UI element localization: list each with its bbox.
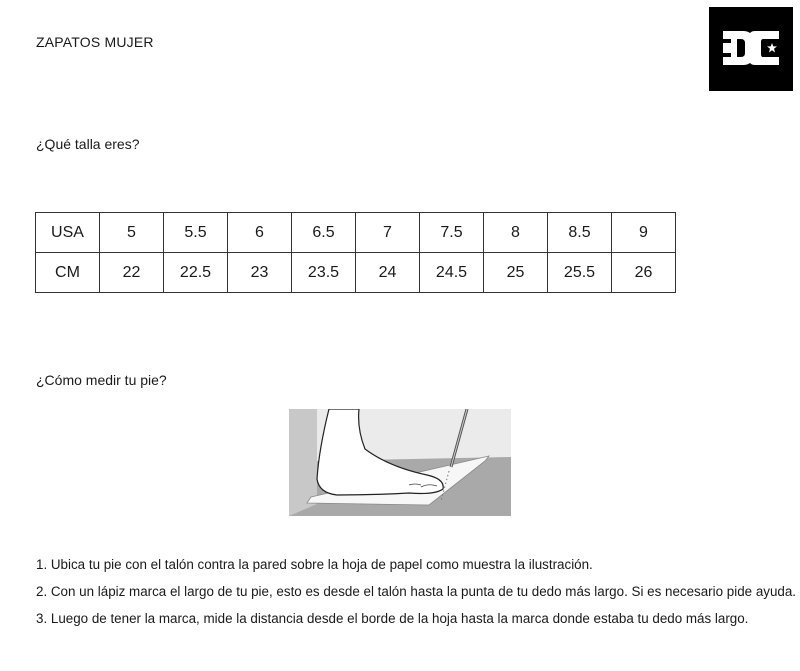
table-cell: 25 bbox=[484, 253, 548, 293]
table-cell: 7 bbox=[356, 213, 420, 253]
foot-measuring-illustration bbox=[289, 409, 511, 516]
table-cell: 26 bbox=[612, 253, 676, 293]
row-label-usa: USA bbox=[36, 213, 100, 253]
table-cell: 23 bbox=[228, 253, 292, 293]
page-title: ZAPATOS MUJER bbox=[36, 34, 154, 50]
size-conversion-table bbox=[35, 212, 676, 293]
instruction-step-2: 2. Con un lápiz marca el largo de tu pie, esto es desde el talón hasta la punta de tu dedo más largo. Si es necesario pide ayuda. bbox=[36, 584, 797, 599]
instruction-step-1: 1. Ubica tu pie con el talón contra la pared sobre la hoja de papel como muestra la ilustración. bbox=[36, 557, 593, 572]
table-cell: 24.5 bbox=[420, 253, 484, 293]
table-cell: 7.5 bbox=[420, 213, 484, 253]
table-cell: 6 bbox=[228, 213, 292, 253]
table-row-usa bbox=[36, 213, 676, 253]
table-cell: 24 bbox=[356, 253, 420, 293]
table-cell: 22 bbox=[100, 253, 164, 293]
table-cell: 9 bbox=[612, 213, 676, 253]
table-row-cm bbox=[36, 253, 676, 293]
table-cell: 6.5 bbox=[292, 213, 356, 253]
measurement-instructions bbox=[36, 556, 796, 637]
table-cell: 5.5 bbox=[164, 213, 228, 253]
table-cell: 23.5 bbox=[292, 253, 356, 293]
dc-brand-logo bbox=[709, 7, 793, 91]
size-section-heading: ¿Qué talla eres? bbox=[36, 136, 140, 152]
instruction-step-3: 3. Luego de tener la marca, mide la distancia desde el borde de la hoja hasta la marca donde estaba tu dedo más largo. bbox=[36, 611, 749, 626]
table-cell: 25.5 bbox=[548, 253, 612, 293]
table-cell: 8.5 bbox=[548, 213, 612, 253]
table-cell: 5 bbox=[100, 213, 164, 253]
measure-section-heading: ¿Cómo medir tu pie? bbox=[36, 372, 167, 388]
table-cell: 8 bbox=[484, 213, 548, 253]
row-label-cm: CM bbox=[36, 253, 100, 293]
table-cell: 22.5 bbox=[164, 253, 228, 293]
